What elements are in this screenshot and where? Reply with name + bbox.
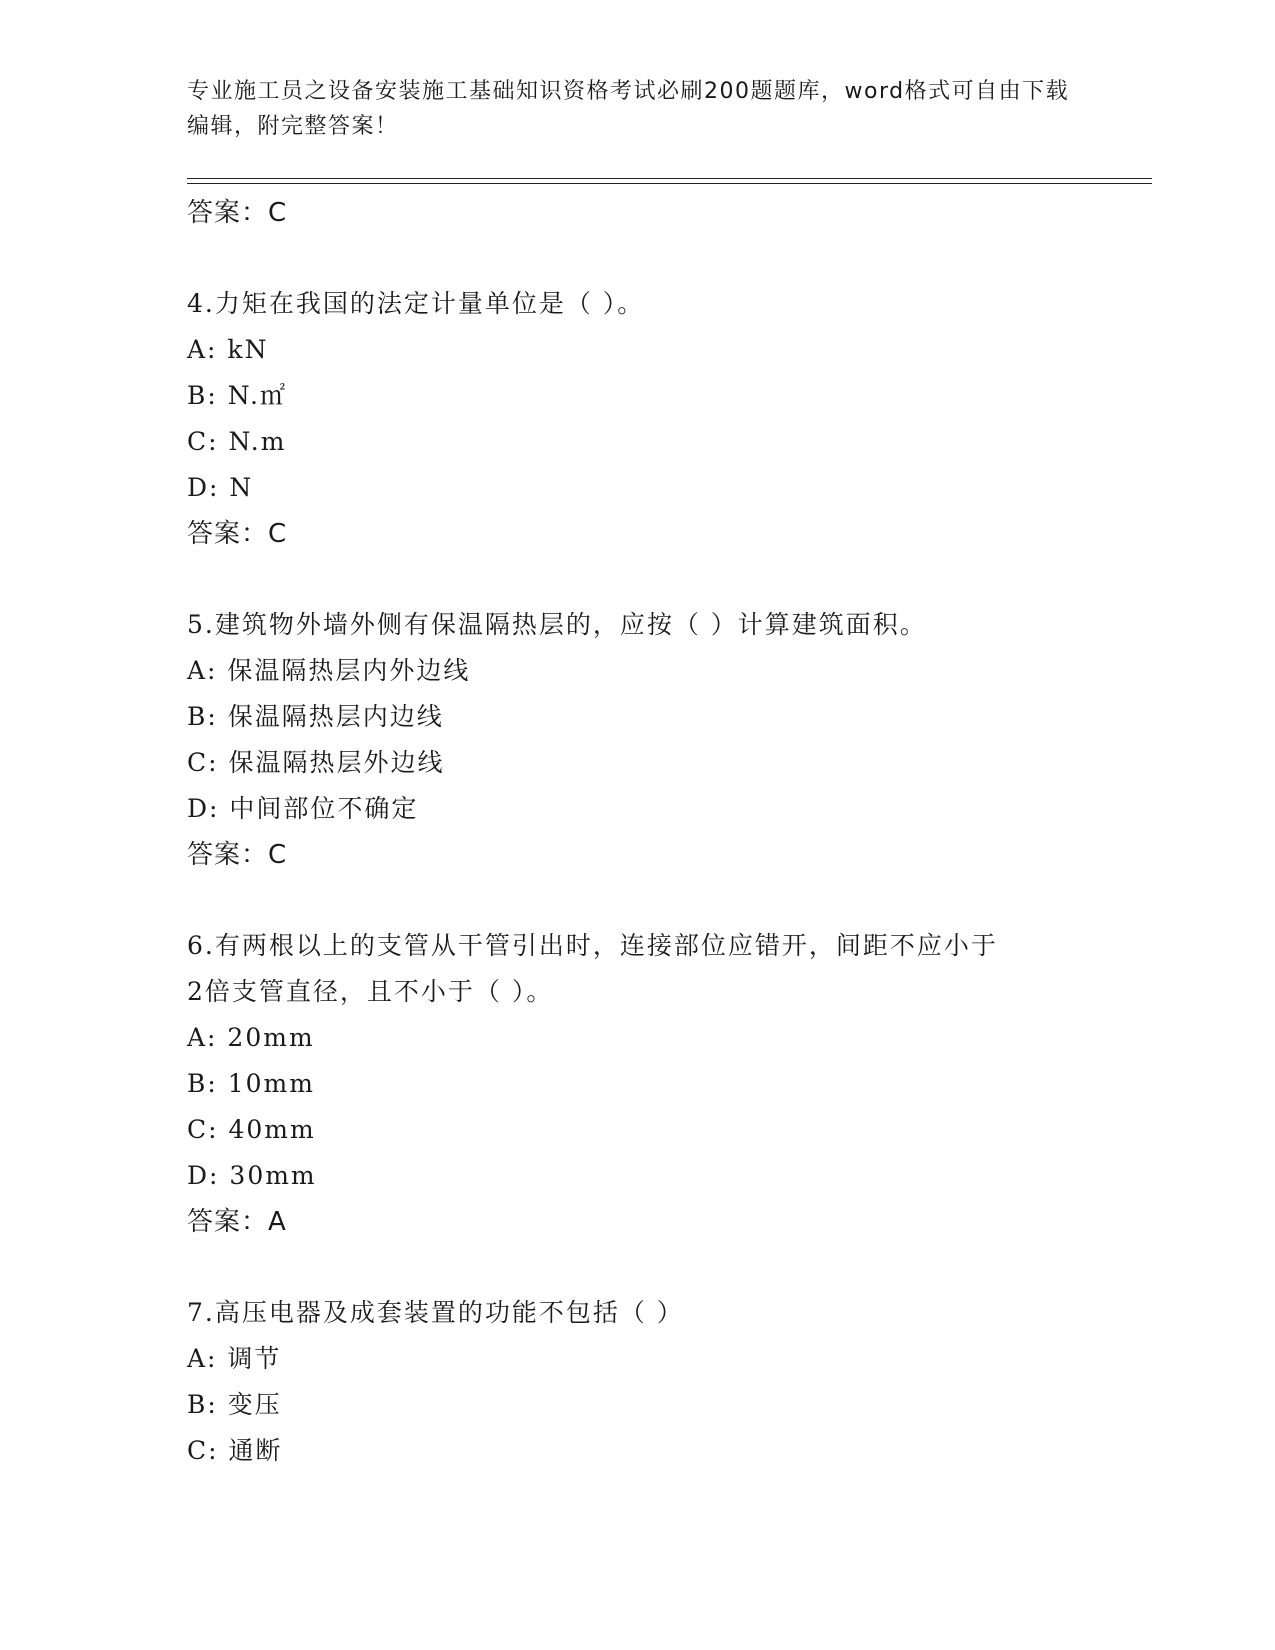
option-c: C: 保温隔热层外边线 [187, 748, 445, 777]
option-b: B: 10mm [187, 1069, 315, 1098]
option-b: B: N.㎡ [187, 381, 287, 410]
option-a: A: 保温隔热层内外边线 [187, 656, 471, 685]
answer: 答案：C [187, 840, 288, 870]
question-7 [187, 1290, 1087, 1474]
header-rule-top [187, 178, 1152, 179]
page-header: 专业施工员之设备安装施工基础知识资格考试必刷200题题库，word格式可自由下载编辑，附完整答案！ [187, 79, 1070, 139]
option-b: B: 变压 [187, 1390, 282, 1419]
answer: 答案：C [187, 519, 288, 549]
question-stem-line-2: 2倍支管直径，且不小于（ ）。 [187, 977, 554, 1006]
option-b: B: 保温隔热层内边线 [187, 702, 444, 731]
option-a: A: 调节 [187, 1344, 282, 1373]
spacer [187, 557, 1087, 602]
option-d: D: 中间部位不确定 [187, 794, 419, 823]
answer-q3: 答案：C [187, 198, 288, 228]
question-stem: 4.力矩在我国的法定计量单位是（ ）。 [187, 289, 645, 318]
question-stem-line-1: 6.有两根以上的支管从干管引出时，连接部位应错开，间距不应小于 [187, 931, 998, 960]
question-stem: 5.建筑物外墙外侧有保温隔热层的，应按（ ）计算建筑面积。 [187, 610, 927, 639]
question-4 [187, 281, 1087, 557]
question-list [187, 190, 1087, 1474]
option-d: D: 30mm [187, 1161, 317, 1190]
question-stem: 7.高压电器及成套装置的功能不包括（ ） [187, 1298, 684, 1327]
option-d: D: N [187, 473, 254, 502]
header-rule-bottom [187, 183, 1152, 184]
spacer [187, 236, 1087, 281]
option-a: A: kN [187, 335, 269, 364]
question-6 [187, 923, 1087, 1245]
question-5 [187, 602, 1087, 878]
spacer [187, 878, 1087, 923]
option-c: C: N.m [187, 427, 287, 456]
spacer [187, 1245, 1087, 1290]
option-a: A: 20mm [187, 1023, 315, 1052]
answer: 答案：A [187, 1207, 287, 1237]
option-c: C: 通断 [187, 1436, 283, 1465]
option-c: C: 40mm [187, 1115, 316, 1144]
